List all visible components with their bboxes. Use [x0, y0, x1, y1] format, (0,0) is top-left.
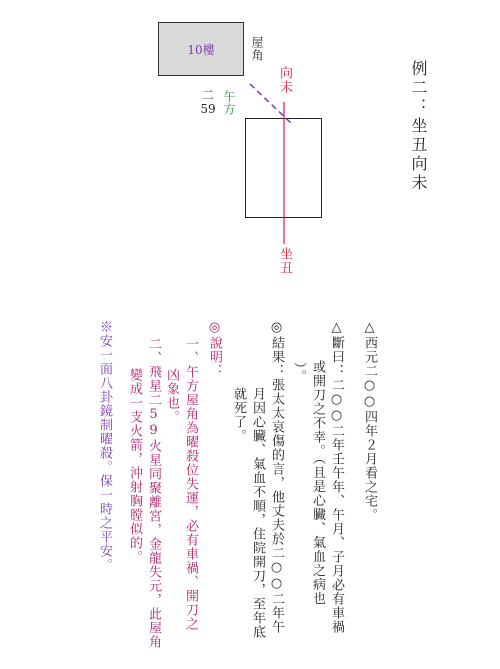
text-line-6a: 二、飛星二59火星同聚離宮，金龍失元，此屋角	[146, 337, 161, 649]
sha-dashed-line	[250, 84, 292, 124]
text-line-3c: 就死了。	[231, 387, 246, 443]
page-title: 例二：坐丑向未	[409, 60, 428, 193]
text-line-6b: 變成一支火箭，沖射胸膛似的。	[127, 368, 142, 564]
text-line-3b: 月因心臟、氣血不順，住院開刀，至年底	[250, 387, 265, 639]
text-line-5b: 凶象也。	[164, 368, 179, 424]
corner-label: 屋角	[250, 36, 264, 62]
wu-fang-label: 午方	[222, 90, 236, 116]
text-line-7: ※安一面八卦鏡制曜殺。保一時之平安。	[97, 320, 112, 572]
star-numbers: 二 59	[200, 88, 216, 116]
building-label: 10樓	[187, 42, 215, 57]
direction-up-label: 向未	[277, 66, 292, 94]
text-line-1: △西元二○○四年２月看之宅。	[362, 320, 377, 522]
direction-down-label: 坐丑	[277, 247, 292, 275]
text-line-2c: ）。	[291, 362, 306, 384]
text-line-5a: 一、午方屋角為曜殺位失運，必有車禍、開刀之	[183, 337, 198, 631]
text-line-4: ◎說明：	[207, 320, 222, 378]
text-line-3a: ◎結果：張太太哀傷的言，他丈夫於二○○二年午	[269, 320, 284, 634]
text-line-2a: △斷曰：二○○二年壬午年、午月、子月必有車禍	[329, 320, 344, 634]
text-line-2b: 或開刀之不幸。（且是心臟、氣血之病也	[310, 360, 325, 606]
